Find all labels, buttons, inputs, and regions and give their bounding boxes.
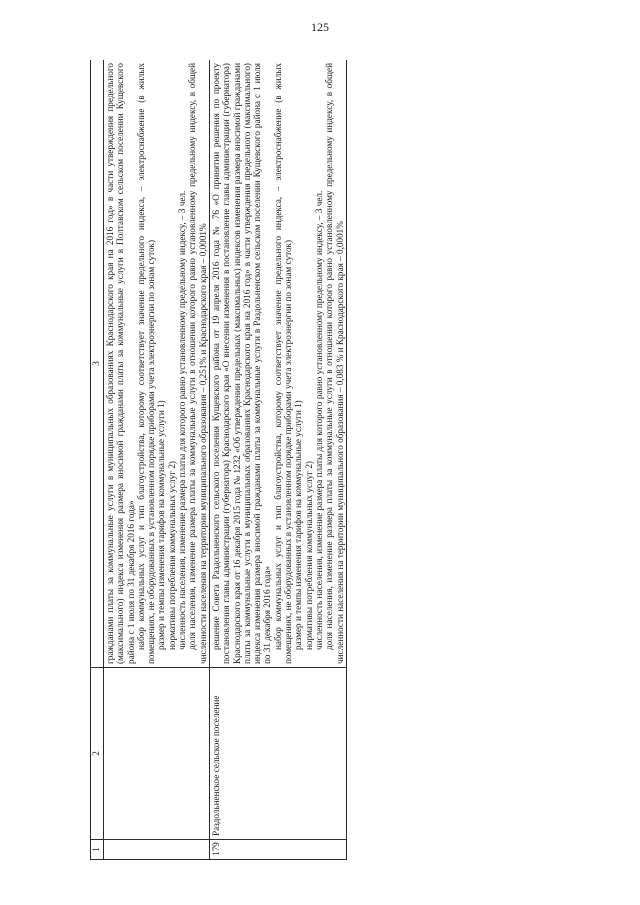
paragraph-population-count: численность населения, изменение размера платы для которого равно установленному предельному индексу, – 3 чел. <box>177 190 188 650</box>
header-cell-1: 1 <box>91 840 104 860</box>
paragraph-norms: нормативы потребления коммунальных услуг 2) <box>166 461 177 650</box>
paragraph-population-share: доля населения, изменение размера платы за коммунальные услуги в отношении которого равно установленному предельному индексу, в общей численности населения на территории муниципального образования – 0,251% и Краснодарского края – 0,0001% <box>187 63 208 664</box>
table-header-row <box>91 60 104 860</box>
municipality-name-cell: Раздольненское сельское поселение <box>209 668 346 840</box>
rotated-table-inner <box>90 60 580 860</box>
paragraph-population-share: доля населения, изменение размера платы за коммунальные услуги в отношении которого равно установленному предельному индексу, в общей численности населения на территории муниципального образования – 0,083 % и Краснодарского края – 0,0001% <box>324 63 345 664</box>
paragraph-services-set: набор коммунальных услуг и тип благоустройства, которому соответствует значение предельного индекса, – электроснабжение (в жилых помещениях, не оборудованных в установленном порядке приборами учета электроэнергии по зонам суток) <box>135 63 157 664</box>
row-number-cell <box>104 840 210 860</box>
header-cell-2: 2 <box>91 668 104 840</box>
municipality-name-cell <box>104 668 210 840</box>
page-number: 125 <box>311 20 329 34</box>
paragraph-population-count: численность населения, изменение размера платы для которого равно установленному предельному индексу, – 3 чел. <box>313 190 324 650</box>
content-cell <box>104 60 210 668</box>
paragraph-tariffs: размер и темпы изменения тарифов на коммунальные услуги 1) <box>293 400 304 650</box>
rotated-table-area <box>90 60 580 860</box>
paragraph-decision: решение Совета Раздольненского сельского поселения Кущевского района от 19 апреля 2016 года № 76 «О принятии решения по проекту постановления главы администрации (губернатора) Краснодарского края «О внесении изменения в постановление главы администрации (губернатора) Краснодарского края от 16 декабря 2015 года № 1232 «Об утверждении предельных (максимальных) индексов изменения размера вносимой гражданами платы за коммунальные услуги в муниципальных образованиях Краснодарского края на 2016 год» в части утверждения предельного (максимального) индекса изменения размера вносимой гражданами платы за коммунальные услуги в Раздольненском сельском поселении Кущевского района с 1 июля по 31 декабря 2016 года» <box>210 63 273 664</box>
table-row-continuation <box>104 60 210 860</box>
paragraph-tariffs: размер и темпы изменения тарифов на коммунальные услуги 1) <box>156 400 167 650</box>
paragraph-decision-continuation: гражданами платы за коммунальные услуги в муниципальных образованиях Краснодарского края на 2016 год» в части утверждения предельного (максимального) индекса изменения размера вносимой гражданами платы за коммунальные услуги в Полтавском сельском поселении Кущевского района с 1 июля по 31 декабря 2016 года» <box>105 63 136 664</box>
content-cell <box>209 60 346 668</box>
document-table <box>90 60 347 860</box>
paragraph-norms: нормативы потребления коммунальных услуг 2) <box>303 461 314 650</box>
header-cell-3: 3 <box>91 60 104 668</box>
row-number-cell: 179 <box>209 840 346 860</box>
table-row-179 <box>209 60 346 860</box>
paragraph-services-set: набор коммунальных услуг и тип благоустройства, которому соответствует значение предельного индекса, – электроснабжение (в жилых помещениях, не оборудованных в установленном порядке приборами учета электроэнергии по зонам суток) <box>272 63 294 664</box>
